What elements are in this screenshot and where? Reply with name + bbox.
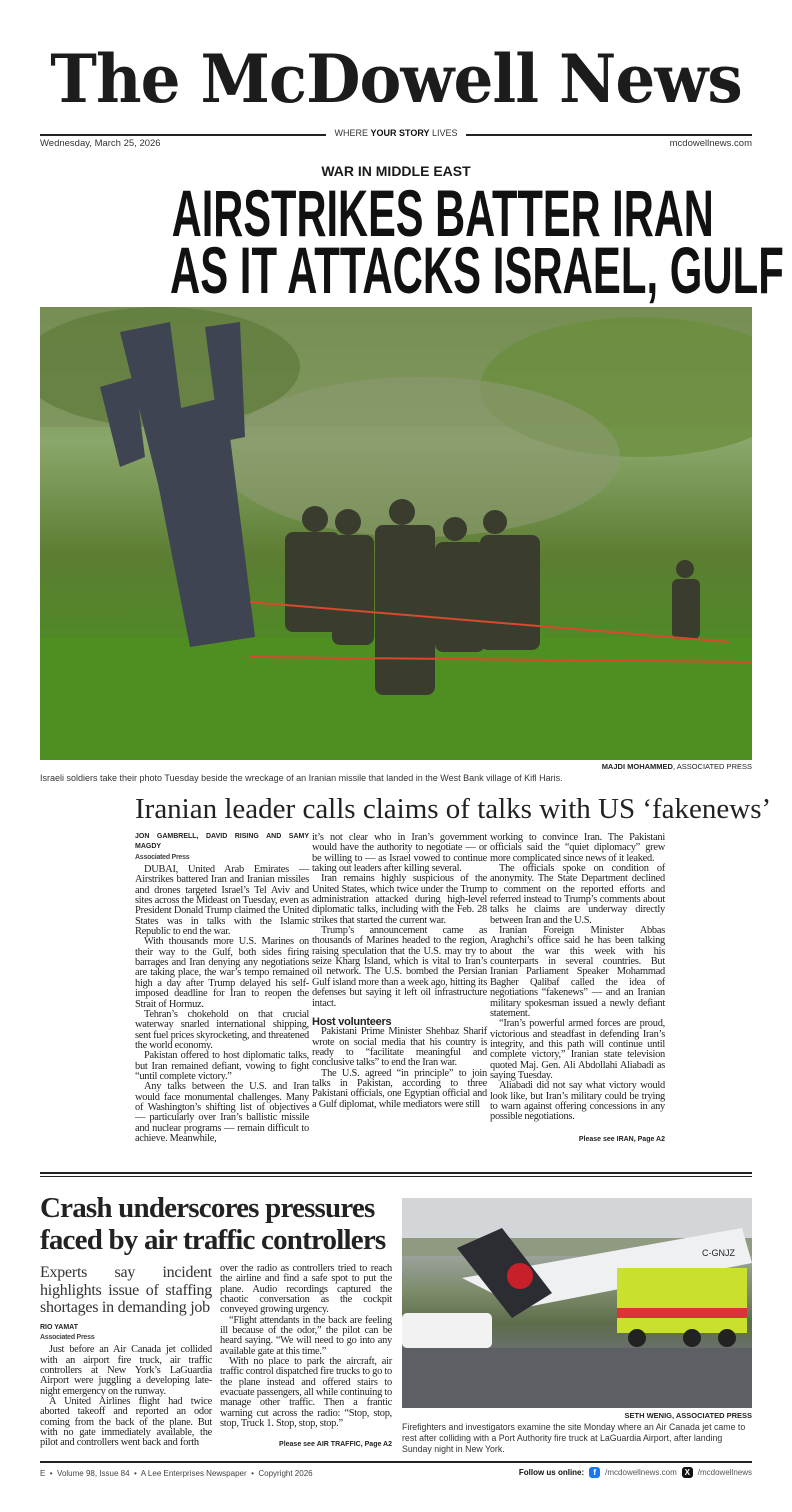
- paragraph: working to convince Iran. The Pakistani officials said the “quiet diplomacy” grew more complicated since news of it leaked.: [490, 832, 665, 864]
- crash-photo-caption: Firefighters and investigators examine the site Monday where an Air Canada jet came to rest after colliding with a Port Authority fire truck at LaGuardia Airport, after landing Sunday night in New York.: [402, 1422, 746, 1454]
- follow-label: Follow us online:: [518, 1468, 585, 1477]
- lead-photo: [40, 307, 752, 760]
- paragraph: With thousands more U.S. Marines on their way to the Gulf, both sides firing barrages and Iran denying any negotiations are taking place, the war’s tempo remained high a day after Trump delayed his self-imposed deadline for Iran to reopen the Strait of Hormuz.: [135, 936, 309, 1010]
- lead-photo-credit: [40, 762, 752, 771]
- website-link[interactable]: mcdowellnews.com: [669, 138, 752, 149]
- x-link[interactable]: /mcdowellnews: [697, 1468, 752, 1477]
- issue-date: Wednesday, March 25, 2026: [40, 138, 161, 149]
- paragraph: Any talks between the U.S. and Iran would face monumental challenges. Many of Washington’s shifting list of objectives — particularly over Iran’s ballistic missile and nuclear programs — remain difficult to achieve. Meanwhile,: [135, 1081, 309, 1144]
- edition: E: [40, 1469, 46, 1478]
- tagline-post: LIVES: [429, 128, 458, 138]
- tagline-pre: WHERE: [334, 128, 371, 138]
- jump-post: Page A2: [362, 1440, 392, 1448]
- article-column-3: [490, 833, 665, 1144]
- paragraph: Pakistan offered to host diplomatic talks, but Iran remained defiant, vowing to fight “until complete victory.”: [135, 1050, 309, 1082]
- article-byline: JON GAMBRELL, DAVID RISING AND SAMY MAGDY: [135, 833, 309, 851]
- paragraph: Iran remains highly suspicious of the United States, which twice under the Trump administration attacked during high-level diplomatic talks, including with the Feb. 28 strikes that started the current war.: [312, 873, 487, 926]
- footer-info: E • Volume 98, Issue 84 • A Lee Enterprises Newspaper • Copyright 2026: [40, 1469, 313, 1478]
- second-story: [40, 1192, 395, 1449]
- paragraph: it’s not clear who in Iran’s government would have the authority to negotiate — or be willing to — as Israel vowed to continue taking out leaders after killing several.: [312, 832, 487, 875]
- social-links: [519, 1467, 752, 1478]
- paragraph: Trump’s announcement came as thousands of Marines headed to the region, raising speculation that the U.S. may try to seize Kharg Island, which is vital to Iran’s oil network. The U.S. bombed the Persian Gulf island more than a week ago, hitting its defenses but saying it left oil infrastructure intact.: [312, 925, 487, 1009]
- maple-leaf-logo: [507, 1263, 533, 1289]
- paragraph: over the radio as controllers tried to reach the airline and find a safe spot to put the plane. Audio recordings captured the chaotic conversation as the cockpit conveyed growing urgency.: [220, 1263, 392, 1316]
- tagline-bold: YOUR STORY: [370, 128, 430, 138]
- plane-firetruck-photo: [402, 1198, 752, 1408]
- jump-post: Page A2: [635, 1135, 665, 1143]
- footer-rule: [40, 1461, 752, 1463]
- lead-headline-line-1: AIRSTRIKES BATTER IRAN: [171, 176, 714, 250]
- paragraph: Tehran’s chokehold on that crucial waterway snarled international shipping, sent fuel prices skyrocketing, and threatened the world economy.: [135, 1008, 309, 1051]
- jump-pre: Please see: [578, 1135, 617, 1143]
- tagline: [326, 128, 466, 138]
- facebook-icon[interactable]: f: [589, 1467, 600, 1478]
- second-subheadline: Experts say incident highlights issue of staffing shortages in demanding job: [40, 1264, 212, 1316]
- paragraph: Just before an Air Canada jet collided with an airport fire truck, air traffic controllers at New York’s LaGuardia Airport were juggling a developing late-night emergency on the runway.: [40, 1344, 212, 1397]
- crash-photo: [402, 1198, 752, 1408]
- article-headline: Iranian leader calls claims of talks with US ‘fakenews’: [135, 793, 772, 825]
- paragraph: DUBAI, United Arab Emirates — Airstrikes battered Iran and Iranian missiles and drones targeted Israel’s Tel Aviv and sites across the Mideast on Tuesday, even as President Donald Trump claimed the United States was in talks with the Islamic Republic to end the war.: [135, 864, 309, 938]
- soldiers-missile-photo: [40, 307, 752, 760]
- paragraph: “Flight attendants in the back are feeling ill because of the odor,” the pilot can be heard saying. “We will need to go into any available gate at this time.”: [220, 1314, 392, 1357]
- article-subhead: Host volunteers: [312, 1015, 392, 1028]
- paragraph: “Iran’s powerful armed forces are proud, victorious and steadfast in defending Iran’s integrity, and this path will continue until complete victory,” Iranian state television quoted Maj. Gen. Ali Abdollahi Aliabadi as saying Tuesday.: [490, 1018, 665, 1081]
- x-icon[interactable]: X: [682, 1467, 693, 1478]
- lead-headline-line-2: AS IT ATTACKS ISRAEL, GULF: [169, 233, 784, 307]
- article-column-1: [135, 832, 309, 1144]
- paragraph: The officials spoke on condition of anonymity. The State Department declined to comment on the reported efforts and referred instead to Trump’s comments about talks he claims are underway directly between Iran and the U.S.: [490, 863, 665, 926]
- plane-registration: C-GNJZ: [702, 1248, 735, 1258]
- paragraph: A United Airlines flight had twice aborted takeoff and reported an odor coming from the back of the plane. But with no gate immediately available, the pilot and controllers went back and forth: [40, 1395, 212, 1449]
- lead-photo-caption: Israeli soldiers take their photo Tuesday beside the wreckage of an Iranian missile that landed in the West Bank village of Kifl Haris.: [40, 773, 563, 783]
- article-org: Associated Press: [135, 853, 190, 861]
- photographer-name: MAJDI MOHAMMED: [601, 762, 673, 771]
- second-byline: RIO YAMAT: [40, 1323, 78, 1331]
- paragraph: Pakistani Prime Minister Shehbaz Sharif wrote on social media that his country is ready to “facilitate meaningful and conclusive talks” to end the Iran war.: [312, 1026, 487, 1069]
- publisher: A Lee Enterprises Newspaper: [140, 1469, 247, 1478]
- jump-key: IRAN,: [616, 1135, 636, 1143]
- iran-jump-link[interactable]: [490, 1135, 665, 1144]
- second-column-1: [40, 1264, 212, 1449]
- article-column-2: [312, 833, 487, 1110]
- paragraph: The U.S. agreed “in principle” to join talks in Pakistan, according to three Pakistani officials, one Egyptian official and a Gulf diplomat, while mediators were still: [312, 1067, 487, 1110]
- air-traffic-jump-link[interactable]: [220, 1440, 392, 1449]
- second-org: Associated Press: [40, 1333, 95, 1341]
- jump-key: AIR TRAFFIC,: [316, 1440, 363, 1448]
- newspaper-masthead: The McDowell News: [50, 40, 742, 118]
- crash-photo-credit: SETH WENIG, ASSOCIATED PRESS: [624, 1411, 752, 1420]
- second-column-2: [220, 1264, 392, 1449]
- paragraph: Iranian Foreign Minister Abbas Araghchi’s office said he has been talking about the war this week with his counterparts in several countries. But Iranian Parliament Speaker Mohammad Bagher Qalibaf called the idea of negotiations “fakenews” — and an Iranian military spokesman issued a newly defiant statement.: [490, 925, 665, 1019]
- second-headline: Crash underscores pressures faced by air traffic controllers: [40, 1192, 386, 1256]
- paragraph: With no place to park the aircraft, air traffic control dispatched fire trucks to go to the plane instead and offered stairs to evacuate passengers, all while continuing to manage other traffic. Then a frantic warning cut across the radio: “Stop, stop, stop, Truck 1. Stop, stop, stop.”: [220, 1356, 392, 1430]
- second-columns: [40, 1264, 395, 1449]
- paragraph: Aliabadi did not say what victory would look like, but Iran’s military could be trying to warn against offering concessions in any possible negotiations.: [490, 1080, 665, 1123]
- copyright: Copyright 2026: [258, 1469, 313, 1478]
- photographer-org: , ASSOCIATED PRESS: [672, 762, 752, 771]
- jump-pre: Please see: [279, 1440, 317, 1448]
- volume-issue: Volume 98, Issue 84: [57, 1469, 130, 1478]
- facebook-link[interactable]: /mcdowellnews.com: [605, 1468, 677, 1477]
- section-divider: [40, 1172, 752, 1177]
- police-car: [402, 1313, 492, 1348]
- fire-truck: [617, 1268, 747, 1333]
- section-kicker: WAR IN MIDDLE EAST: [321, 163, 471, 179]
